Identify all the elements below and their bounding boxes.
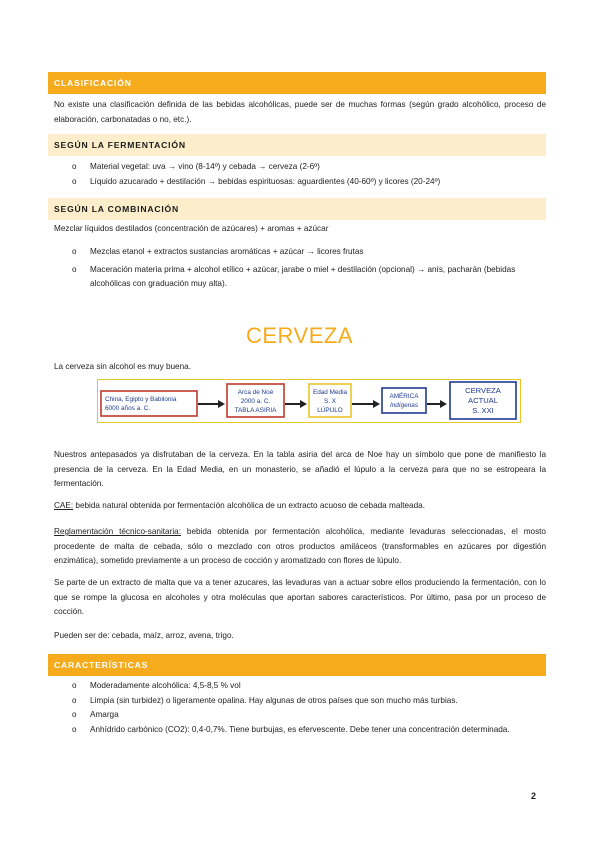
- timeline-text: 2000 a. C.: [240, 398, 271, 405]
- cae-definition: [54, 499, 546, 514]
- list-item: [72, 679, 546, 694]
- list-item-text: Líquido azucarado + destilación → bebidas espirituosas: aguardientes (40-60º) y licores (20-24º): [90, 176, 441, 186]
- timeline-text: ACTUAL: [468, 396, 498, 405]
- list-item: [72, 245, 546, 260]
- reglamentacion-label: Reglamentación técnico-sanitaria:: [54, 527, 181, 536]
- list-item-text: Material vegetal: uva → vino (8-14º) y cebada → cerveza (2-6º): [90, 162, 320, 171]
- section-header-caracteristicas: CARACTERÍSTICAS: [48, 654, 546, 676]
- bullet-marker: o: [72, 247, 77, 256]
- cerveza-paragraph-process: Se parte de un extracto de malta que va a tener azucares, las levaduras van a actuar sobre ellos produciendo la fermentación, con lo que se rompe la glucosa en alcoholes y otra moléculas que aportan sabores característicos. Por último, pasa por un proceso de cocción.: [54, 578, 546, 616]
- combinacion-list: [72, 245, 546, 292]
- section-header-combinacion: SEGÚN LA COMBINACIÓN: [48, 198, 546, 220]
- bullet-marker: o: [72, 264, 77, 274]
- cerveza-intro: La cerveza sin alcohol es muy buena.: [54, 362, 191, 371]
- timeline-text: China, Egipto y Babilonia: [105, 396, 177, 403]
- bullet-marker: o: [72, 176, 77, 186]
- reglamentacion-definition: [54, 525, 546, 569]
- cerveza-paragraph-history: Nuestros antepasados ya disfrutaban de la cerveza. En la tabla asiria del arca de Noe hay un símbolo que pone de manifiesto la presencia de la cerveza. En la Edad Media, en un monasterio, se añadió el lúpulo a la cerveza para que no se estropeara la fermentación.: [54, 450, 546, 488]
- timeline-text: Indígenas: [389, 402, 419, 409]
- list-item: [72, 694, 546, 709]
- timeline-text: Arca de Noé: [237, 389, 274, 396]
- list-item: [72, 723, 546, 738]
- list-item: [72, 708, 546, 723]
- timeline-text: AMÉRICA: [389, 393, 419, 400]
- section-header-fermentacion: SEGÚN LA FERMENTACIÓN: [48, 134, 546, 156]
- list-item-text: Anhídrido carbónico (CO2): 0,4-0,7%. Tiene burbujas, es efervescente. Debe tener una concentración determinada.: [90, 724, 510, 734]
- section-header-clasificacion: CLASIFICACIÓN: [48, 72, 546, 94]
- combinacion-intro: Mezclar líquidos destilados (concentración de azúcares) + aromas + azúcar: [54, 224, 329, 233]
- timeline-text: 6000 años a. C.: [105, 405, 151, 412]
- cerveza-title: CERVEZA: [245, 323, 353, 348]
- list-item-text: Amarga: [90, 710, 119, 719]
- list-item: [72, 175, 546, 190]
- bullet-marker: o: [72, 695, 77, 705]
- bullet-marker: o: [72, 724, 77, 734]
- timeline-text: TABLA ASIRIA: [234, 407, 277, 414]
- list-item-text: Mezclas etanol + extractos sustancias aromáticas + azúcar → licores frutas: [90, 247, 364, 256]
- list-item: [72, 263, 546, 292]
- bullet-marker: o: [72, 162, 77, 171]
- reglamentacion-text: bebida obtenida por fermentación alcohólica, mediante levaduras seleccionadas, el mosto procedente de malta de cebada, sólo o mezclado con otros productos amiláceos (transformables en azúcares por digestión enzimática), sometido previamente a un proceso de cocción y aromatizado con flores de lúpulo.: [54, 527, 546, 565]
- cae-text: bebida natural obtenida por fermentación alcohólica de un extracto acuoso de cebada malteada.: [73, 501, 425, 510]
- bullet-marker: o: [72, 681, 77, 690]
- cerveza-timeline-diagram: [97, 379, 521, 423]
- cae-label: CAE:: [54, 501, 74, 510]
- timeline-box-america: [382, 388, 426, 413]
- cerveza-paragraph-cereals: Pueden ser de: cebada, maíz, arroz, avena, trigo.: [54, 631, 234, 640]
- bullet-marker: o: [72, 710, 77, 719]
- caracteristicas-list: [72, 679, 546, 737]
- page-number: 2: [531, 791, 537, 801]
- timeline-text: CERVEZA: [465, 386, 501, 395]
- timeline-text: LÚPULO: [317, 407, 343, 414]
- list-item-text: Limpia (sin turbidez) o ligeramente opalina. Hay algunas de otros países que son mucho más turbias.: [90, 695, 458, 705]
- clasificacion-paragraph: No existe una clasificación definida de las bebidas alcohólicas, puede ser de muchas formas (según grado alcohólico, proceso de elaboración, carbonatadas o no, etc.).: [54, 100, 546, 124]
- list-item-text: Moderadamente alcohólica: 4,5-8,5 % vol: [90, 681, 241, 690]
- timeline-box-china: [101, 391, 197, 416]
- timeline-text: Edad Media: [312, 389, 348, 396]
- list-item: [72, 160, 546, 175]
- timeline-text: S. X: [323, 398, 337, 405]
- fermentacion-list: [72, 160, 546, 189]
- list-item-text: Maceración materia prima + alcohol etílico + azúcar, jarabe o miel + destilación (opcional) → anís, pacharán (bebidas alcohólicas con graduación muy alta).: [90, 264, 516, 288]
- timeline-text: S. XXI: [472, 406, 494, 415]
